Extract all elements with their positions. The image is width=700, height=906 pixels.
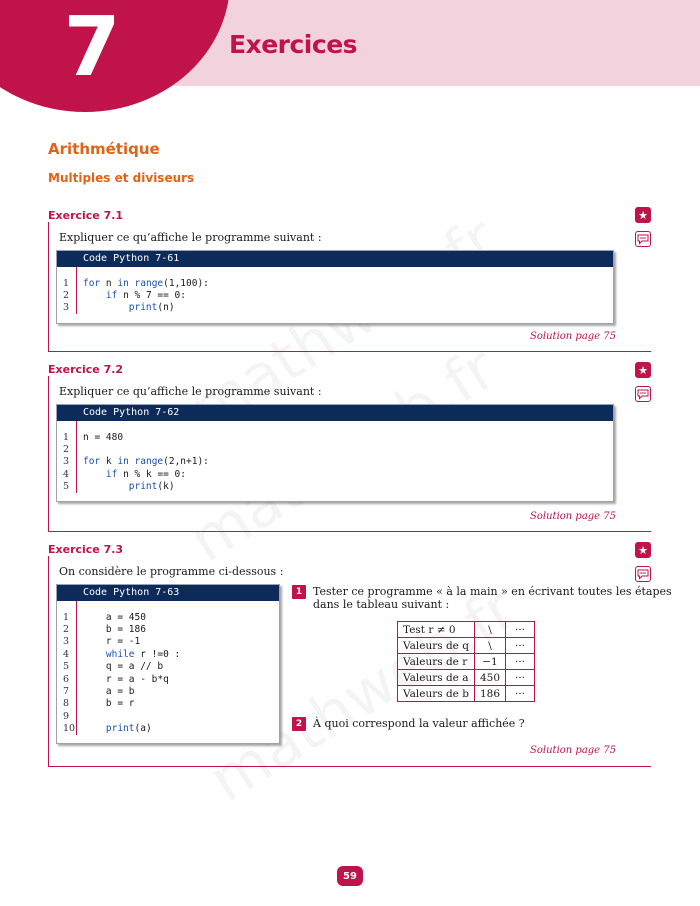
- line-number: 7: [63, 686, 70, 698]
- row-label: Valeurs de b: [398, 686, 475, 702]
- code-line: [57, 723, 279, 735]
- code-keyword: in: [117, 456, 129, 468]
- code-line: [57, 648, 279, 660]
- code-text: [79, 649, 180, 660]
- code-token: n % k == 0:: [117, 468, 186, 480]
- table-row: [398, 622, 535, 638]
- exercise-title: Exercice 7.1: [48, 209, 124, 222]
- question-number-badge: 1: [292, 585, 306, 599]
- code-keyword: for: [83, 277, 101, 289]
- line-number: 6: [63, 673, 70, 685]
- code-text: [79, 636, 140, 647]
- question-text-line: dans le tableau suivant :: [313, 598, 450, 611]
- line-number: 3: [63, 302, 70, 314]
- exercise-statement: On considère le programme ci-dessous :: [59, 565, 284, 578]
- row-value: −1: [474, 654, 505, 670]
- solution-link[interactable]: Solution page 75: [530, 511, 616, 522]
- code-block: [56, 404, 614, 502]
- table-row: [398, 654, 535, 670]
- code-text: [79, 698, 134, 709]
- code-text: [79, 723, 152, 734]
- line-number: 1: [63, 431, 70, 443]
- code-keyword: print: [128, 481, 158, 493]
- code-line: [57, 698, 279, 710]
- code-line: [57, 623, 279, 635]
- row-value: 186: [474, 686, 505, 702]
- code-title: Code Python 7-63: [57, 585, 279, 601]
- code-token: r = a - b*q: [83, 673, 169, 685]
- code-token: n = 480: [83, 431, 124, 443]
- code-text: [79, 302, 175, 313]
- code-text: [79, 686, 134, 697]
- code-token: k: [100, 456, 118, 468]
- exercise-title: Exercice 7.2: [48, 363, 124, 376]
- line-number: 5: [63, 661, 70, 673]
- code-token: a = 450: [83, 611, 146, 623]
- code-body: [57, 601, 279, 735]
- code-token: [83, 649, 106, 660]
- code-keyword: if: [105, 290, 118, 302]
- line-number: 1: [63, 277, 70, 289]
- code-body: [57, 421, 613, 493]
- code-text: [79, 612, 146, 623]
- row-value: 450: [474, 670, 505, 686]
- code-token: a = b: [83, 686, 135, 698]
- code-line: [57, 710, 279, 722]
- row-value: \: [474, 622, 505, 638]
- line-number: 2: [63, 624, 70, 636]
- code-text: [79, 469, 186, 480]
- code-line: [57, 302, 613, 314]
- code-line: [57, 456, 613, 468]
- code-token: [83, 481, 129, 492]
- code-text: [79, 481, 175, 492]
- code-token: b = 186: [83, 624, 146, 636]
- code-token: n: [100, 277, 118, 289]
- page-number: 59: [337, 866, 363, 886]
- code-line: [57, 673, 279, 685]
- code-title: Code Python 7-61: [57, 251, 613, 267]
- code-line: [57, 636, 279, 648]
- exercise-statement: Expliquer ce qu’affiche le programme suivant :: [59, 385, 322, 398]
- exercise-title: Exercice 7.3: [48, 543, 124, 556]
- trace-table: [397, 621, 535, 702]
- chapter-number: 7: [63, 0, 121, 95]
- code-line: [57, 277, 613, 289]
- table-row: [398, 670, 535, 686]
- line-number: 9: [63, 710, 70, 722]
- code-text: [79, 674, 169, 685]
- exercise-statement: Expliquer ce qu’affiche le programme suivant :: [59, 231, 322, 244]
- code-text: [79, 278, 209, 289]
- row-label: Test r ≠ 0: [398, 622, 475, 638]
- code-token: b = r: [83, 698, 135, 710]
- code-block: [56, 250, 614, 324]
- line-number: 5: [63, 481, 70, 493]
- code-token: n % 7 == 0:: [117, 290, 186, 302]
- code-line: [57, 661, 279, 673]
- question-text-line: Tester ce programme « à la main » en écrivant toutes les étapes: [313, 585, 672, 598]
- table-row: [398, 638, 535, 654]
- code-token: q = a // b: [83, 661, 164, 673]
- code-keyword: in: [117, 277, 129, 289]
- row-label: Valeurs de r: [398, 654, 475, 670]
- code-title: Code Python 7-62: [57, 405, 613, 421]
- chapter-title: Exercices: [229, 30, 358, 59]
- question-number-badge: 2: [292, 717, 306, 731]
- code-gutter: [76, 421, 77, 493]
- row-label: Valeurs de q: [398, 638, 475, 654]
- code-line: [57, 481, 613, 493]
- code-line: [57, 431, 613, 443]
- code-token: r = -1: [83, 636, 141, 648]
- code-keyword: print: [105, 723, 135, 735]
- solution-link[interactable]: Solution page 75: [530, 331, 616, 342]
- code-keyword: range: [134, 277, 164, 289]
- header-wave-edge: [200, 80, 700, 88]
- code-token: (k): [157, 481, 175, 493]
- star-icon[interactable]: ★: [635, 362, 651, 378]
- code-keyword: if: [105, 468, 118, 480]
- line-number: 4: [63, 648, 70, 660]
- code-line: [57, 468, 613, 480]
- star-icon[interactable]: ★: [635, 542, 651, 558]
- line-number: 4: [63, 468, 70, 480]
- section-title: Arithmétique: [48, 140, 160, 158]
- row-continuation: ···: [506, 638, 535, 654]
- line-number: 3: [63, 636, 70, 648]
- code-text: [79, 432, 123, 443]
- code-token: [83, 290, 106, 301]
- row-continuation: ···: [506, 622, 535, 638]
- code-keyword: range: [134, 456, 164, 468]
- code-line: [57, 289, 613, 301]
- line-number: 2: [63, 444, 70, 456]
- question-text: À quoi correspond la valeur affichée ?: [313, 717, 525, 730]
- code-text: [79, 624, 146, 635]
- row-value: \: [474, 638, 505, 654]
- code-token: [83, 302, 129, 313]
- line-number: 8: [63, 698, 70, 710]
- line-number: 3: [63, 456, 70, 468]
- row-continuation: ···: [506, 686, 535, 702]
- code-block: [56, 584, 280, 744]
- code-keyword: while: [105, 648, 135, 660]
- code-token: (2,n+1):: [163, 456, 209, 468]
- line-number: 10: [63, 723, 76, 735]
- code-token: (a): [134, 723, 152, 735]
- code-line: [57, 685, 279, 697]
- code-token: [83, 723, 106, 734]
- code-body: [57, 267, 613, 314]
- row-label: Valeurs de a: [398, 670, 475, 686]
- code-text: [79, 661, 163, 672]
- row-continuation: ···: [506, 654, 535, 670]
- code-text: [79, 456, 209, 467]
- line-number: 1: [63, 611, 70, 623]
- code-text: [79, 290, 186, 301]
- code-token: (n): [157, 302, 175, 314]
- subsection-title: Multiples et diviseurs: [48, 171, 195, 185]
- code-keyword: print: [128, 302, 158, 314]
- code-line: [57, 611, 279, 623]
- code-line: [57, 443, 613, 455]
- code-gutter: [76, 267, 77, 314]
- code-gutter: [76, 601, 77, 735]
- line-number: 2: [63, 290, 70, 302]
- table-row: [398, 686, 535, 702]
- code-token: (1,100):: [163, 277, 209, 289]
- solution-link[interactable]: Solution page 75: [530, 745, 616, 756]
- code-token: r !=0 :: [134, 648, 181, 660]
- question-text: [313, 585, 672, 611]
- star-icon[interactable]: ★: [635, 207, 651, 223]
- code-keyword: for: [83, 456, 101, 468]
- code-token: [83, 469, 106, 480]
- row-continuation: ···: [506, 670, 535, 686]
